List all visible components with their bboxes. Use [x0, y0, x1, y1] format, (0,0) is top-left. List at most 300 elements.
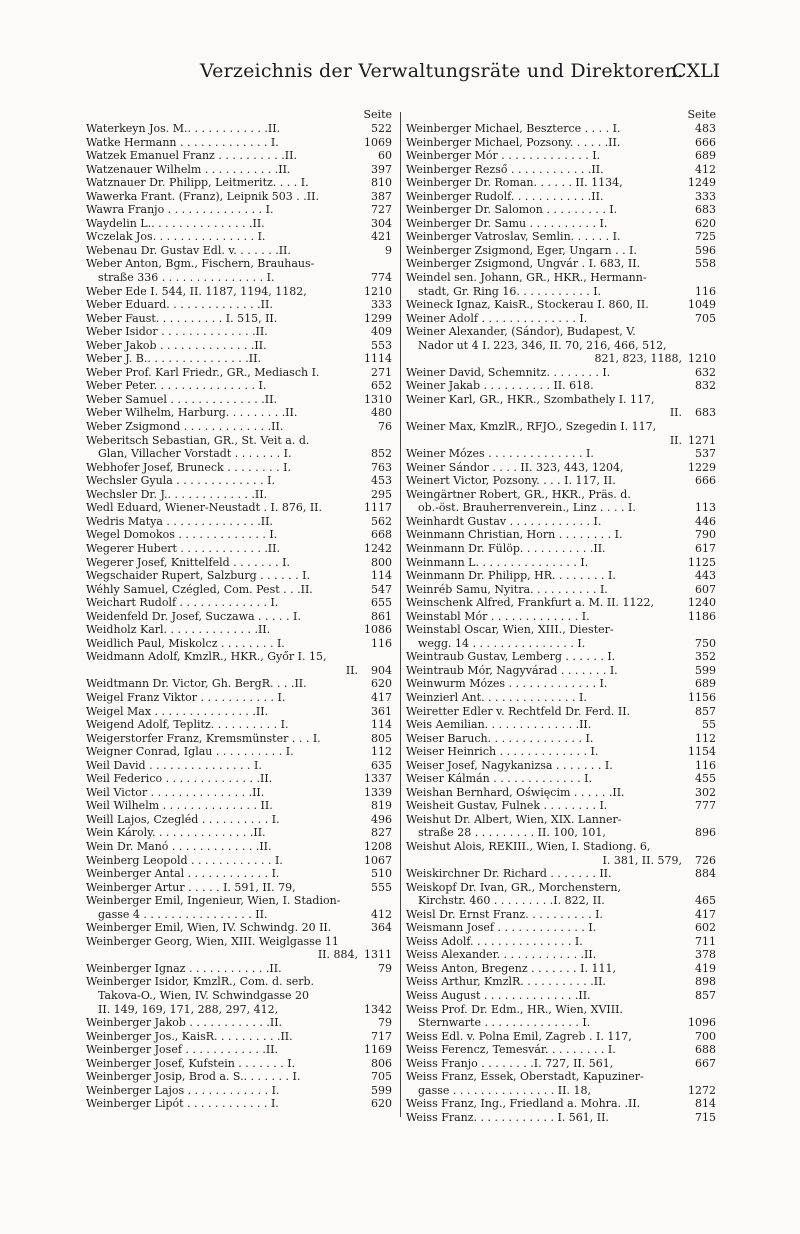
index-entry	[86, 379, 392, 393]
index-entry	[86, 366, 392, 380]
entry-page-number: 295	[371, 487, 392, 501]
index-entry	[406, 176, 716, 190]
entry-text	[86, 569, 358, 583]
entry-text	[86, 1016, 358, 1030]
entry-line: Weis Aemilian. . . . . . . . . . . . . .II.	[406, 718, 592, 732]
index-entry	[406, 420, 716, 447]
entry-text	[86, 759, 358, 773]
entry-text	[406, 718, 682, 732]
index-entry	[406, 515, 716, 529]
entry-page-number: 443	[695, 569, 716, 583]
entry-text	[406, 881, 682, 908]
entry-line: Weiss Anton, Bregenz . . . . . . . I. 111,	[406, 961, 616, 975]
entry-line: Weinert Victor, Pozsony. . . . I. 117, II.	[406, 474, 616, 488]
seite-label-right: Seite	[687, 108, 716, 121]
index-entry	[406, 325, 716, 366]
entry-text	[406, 732, 682, 746]
entry-page-number: 1208	[364, 839, 392, 853]
entry-line: Weinberger Josip, Brod a. S.. . . . . . . I.	[86, 1070, 301, 1084]
index-entry	[86, 894, 392, 921]
entry-page-number: 727	[371, 203, 392, 217]
entry-text	[406, 515, 682, 529]
entry-text	[86, 488, 358, 502]
entry-text	[86, 935, 358, 962]
entry-page-number: 774	[371, 271, 392, 285]
entry-text	[406, 271, 682, 298]
page-title: Verzeichnis der Verwaltungsräte und Direktoren.	[200, 60, 684, 82]
entry-text	[86, 1070, 358, 1084]
index-entry	[86, 772, 392, 786]
entry-page-number: 896	[695, 826, 716, 840]
entry-page-number: 1096	[688, 1016, 716, 1030]
entry-line: Weiser Baruch. . . . . . . . . . . . . . I.	[406, 731, 594, 745]
index-column-right	[406, 122, 716, 1124]
entry-text	[406, 230, 682, 244]
entry-text	[406, 312, 682, 326]
entry-line: Weber J. B.. . . . . . . . . . . . . . .II.	[86, 352, 261, 366]
entry-page-number: 79	[378, 1016, 392, 1030]
entry-text	[406, 786, 682, 800]
entry-text	[406, 908, 682, 922]
entry-text	[86, 732, 358, 746]
entry-page-number: 1169	[364, 1043, 392, 1057]
entry-text	[86, 122, 358, 136]
index-entry	[86, 921, 392, 935]
entry-page-number: 602	[695, 921, 716, 935]
entry-line: Waydelin L.. . . . . . . . . . . . . . .II.	[86, 216, 265, 230]
entry-line: Weidmann Adolf, KmzlR., HKR., Győr I. 15,	[86, 650, 327, 664]
entry-page-number: 9	[385, 243, 392, 257]
entry-page-number: 421	[371, 230, 392, 244]
index-entry	[86, 556, 392, 570]
index-entry	[406, 257, 716, 271]
index-entry	[86, 1030, 392, 1044]
entry-line: Weinmann Dr. Fülöp. . . . . . . . . . .II.	[406, 541, 606, 555]
entry-line: Weber Anton, Bgm., Fischern, Brauhaus-	[86, 257, 315, 271]
entry-text	[86, 772, 358, 786]
entry-line: 821, 823, 1188,	[594, 352, 682, 366]
entry-line: Weinberger Michael, Beszterce . . . . I.	[406, 122, 621, 135]
entry-line: Weinberger Georg, Wien, XIII. Weiglgasse 11	[86, 934, 339, 948]
entry-line: Weiner Mózes . . . . . . . . . . . . . . I.	[406, 447, 594, 461]
entry-text	[86, 962, 358, 976]
entry-line: Weinberger Zsigmond, Eger, Ungarn . . I.	[406, 243, 637, 257]
entry-text	[406, 596, 682, 610]
entry-text	[86, 474, 358, 488]
entry-page-number: 857	[695, 704, 716, 718]
entry-line: Weil Federico . . . . . . . . . . . . . .II.	[86, 772, 273, 786]
entry-text	[86, 406, 358, 420]
index-entry	[406, 393, 716, 420]
entry-text	[406, 325, 682, 366]
index-entry	[406, 556, 716, 570]
index-entry	[86, 244, 392, 258]
entry-page-number: 596	[695, 243, 716, 257]
index-entry	[406, 298, 716, 312]
entry-line: Weigner Conrad, Iglau . . . . . . . . . . I.	[86, 745, 294, 759]
entry-page-number: 689	[695, 149, 716, 163]
entry-text	[406, 935, 682, 949]
index-entry	[86, 881, 392, 895]
entry-line: Weinberger Lipót . . . . . . . . . . . . I.	[86, 1097, 279, 1111]
entry-line: Weishut Alois, REKIII., Wien, I. Stadiong. 6,	[406, 839, 651, 853]
index-entry	[86, 677, 392, 691]
index-column-left	[86, 122, 392, 1111]
entry-text	[86, 244, 358, 258]
entry-text	[406, 488, 682, 515]
entry-text	[86, 312, 358, 326]
entry-page-number: 333	[695, 189, 716, 203]
index-entry	[406, 677, 716, 691]
index-entry	[86, 122, 392, 136]
entry-line: Weiner Alexander, (Sándor), Budapest, V.	[406, 325, 636, 339]
entry-line: straße 28 . . . . . . . . . II. 100, 101,	[418, 826, 606, 840]
entry-page-number: 1117	[364, 501, 392, 515]
entry-page-number: 1049	[688, 298, 716, 312]
entry-page-number: 510	[371, 867, 392, 881]
index-entry	[86, 257, 392, 284]
entry-text	[406, 962, 682, 976]
entry-line: Weiss Ferencz, Temesvár. . . . . . . . . I.	[406, 1043, 616, 1057]
entry-text	[406, 583, 682, 597]
index-entry	[86, 637, 392, 651]
entry-page-number: 378	[695, 948, 716, 962]
entry-text	[86, 745, 358, 759]
index-entry	[86, 786, 392, 800]
entry-line: Weingärtner Robert, GR., HKR., Präs. d.	[406, 487, 631, 501]
index-entry	[406, 867, 716, 881]
index-entry	[406, 745, 716, 759]
index-entry	[406, 244, 716, 258]
entry-page-number: 700	[695, 1029, 716, 1043]
entry-line: Weber Peter. . . . . . . . . . . . . . . I.	[86, 379, 267, 393]
entry-text	[406, 136, 682, 150]
entry-line: Weiss Franz, Ing., Friedland a. Mohra. .II.	[406, 1097, 641, 1111]
entry-text	[86, 190, 358, 204]
entry-page-number: 620	[371, 677, 392, 691]
entry-page-number: 777	[695, 799, 716, 813]
index-entry	[86, 352, 392, 366]
index-entry	[86, 813, 392, 827]
entry-text	[86, 217, 358, 231]
entry-text	[406, 610, 682, 624]
entry-text	[86, 826, 358, 840]
entry-line: Weinberger Mór . . . . . . . . . . . . . I.	[406, 149, 601, 163]
entry-line: Weigend Adolf, Teplitz. . . . . . . . . . I.	[86, 718, 289, 732]
index-entry	[86, 569, 392, 583]
entry-line: Weiskirchner Dr. Richard . . . . . . . II.	[406, 867, 612, 881]
entry-page-number: 805	[371, 731, 392, 745]
entry-line: Weiser Josef, Nagykanizsa . . . . . . . I.	[406, 758, 613, 772]
seite-label-left: Seite	[363, 108, 392, 121]
entry-page-number: 814	[695, 1097, 716, 1111]
index-entry	[406, 813, 716, 840]
entry-text	[406, 921, 682, 935]
entry-page-number: 715	[695, 1110, 716, 1124]
entry-line: Webenau Dr. Gustav Edl. v. . . . . . .II.	[86, 243, 291, 257]
entry-line: Weber Faust. . . . . . . . . . I. 515, II.	[86, 311, 278, 325]
entry-text	[406, 650, 682, 664]
entry-page-number: 446	[695, 514, 716, 528]
entry-page-number: 620	[371, 1097, 392, 1111]
entry-page-number: 562	[371, 514, 392, 528]
index-entry	[406, 989, 716, 1003]
entry-text	[406, 745, 682, 759]
entry-line: Watzek Emanuel Franz . . . . . . . . . .II.	[86, 149, 297, 163]
index-entry	[406, 596, 716, 610]
entry-text	[406, 840, 682, 867]
entry-line: wegg. 14 . . . . . . . . . . . . . . . I.	[418, 636, 586, 650]
entry-text	[86, 285, 358, 299]
entry-line: II. 149, 169, 171, 288, 297, 412,	[98, 1002, 279, 1016]
entry-text	[86, 1084, 358, 1098]
entry-page-number: 857	[695, 989, 716, 1002]
entry-page-number: 1240	[688, 596, 716, 610]
index-entry	[86, 962, 392, 976]
entry-page-number: 417	[371, 690, 392, 704]
entry-line: Webhofer Josef, Bruneck . . . . . . . . I.	[86, 460, 291, 474]
index-entry	[86, 854, 392, 868]
entry-page-number: 705	[695, 311, 716, 325]
entry-page-number: 453	[371, 474, 392, 488]
entry-line: Weiner Adolf . . . . . . . . . . . . . . I.	[406, 311, 588, 325]
entry-line: Weinstabl Oscar, Wien, XIII., Diester-	[406, 623, 614, 637]
entry-page-number: 412	[371, 907, 392, 921]
entry-text	[86, 718, 358, 732]
index-entry	[406, 610, 716, 624]
index-entry	[406, 786, 716, 800]
entry-page-number: 558	[695, 257, 716, 271]
entry-text	[406, 474, 682, 488]
entry-line: gasse 4 . . . . . . . . . . . . . . . . II.	[98, 907, 268, 921]
entry-text	[86, 434, 358, 461]
entry-line: Weinmann L. . . . . . . . . . . . . . . I.	[406, 555, 589, 569]
entry-line: Weinberger Ignaz . . . . . . . . . . . .II.	[86, 961, 282, 975]
index-entry	[86, 190, 392, 204]
entry-text	[406, 772, 682, 786]
index-entry	[86, 420, 392, 434]
entry-text	[86, 975, 358, 1016]
entry-text	[86, 1097, 358, 1111]
index-entry	[406, 664, 716, 678]
index-entry	[86, 840, 392, 854]
index-entry	[406, 948, 716, 962]
entry-line: Wawra Franjo . . . . . . . . . . . . . . I.	[86, 203, 274, 217]
entry-line: Sternwarte . . . . . . . . . . . . . . I.	[418, 1016, 591, 1030]
entry-text	[86, 881, 358, 895]
entry-line: Weidenfeld Dr. Josef, Suczawa . . . . . I.	[86, 609, 301, 623]
entry-text	[406, 190, 682, 204]
index-entry	[86, 163, 392, 177]
entry-page-number: 705	[371, 1070, 392, 1084]
index-entry	[406, 623, 716, 650]
entry-text	[86, 677, 358, 691]
index-entry	[86, 1016, 392, 1030]
index-entry	[406, 718, 716, 732]
entry-page-number: 667	[695, 1056, 716, 1070]
entry-page-number: 1337	[364, 772, 392, 786]
entry-text	[86, 1043, 358, 1057]
entry-line: Weinberger Zsigmond, Ungvár . I. 683, II.	[406, 257, 641, 271]
entry-text	[406, 556, 682, 570]
entry-page-number: 599	[695, 663, 716, 677]
index-entry	[406, 1043, 716, 1057]
entry-page-number: 387	[371, 189, 392, 203]
entry-line: Glan, Villacher Vorstadt . . . . . . . I.	[98, 447, 292, 461]
entry-text	[86, 583, 358, 597]
index-entry	[406, 772, 716, 786]
entry-page-number: 635	[371, 758, 392, 772]
entry-page-number: 1229	[688, 460, 716, 474]
index-entry	[86, 1084, 392, 1098]
entry-line: Weinhardt Gustav . . . . . . . . . . . . I.	[406, 514, 602, 528]
entry-page-number: 304	[371, 216, 392, 230]
entry-page-number: 1125	[688, 555, 716, 569]
entry-line: Weiss Franz, Essek, Oberstadt, Kapuziner-	[406, 1070, 644, 1084]
index-entry	[406, 461, 716, 475]
index-entry	[406, 217, 716, 231]
entry-text	[86, 393, 358, 407]
index-entry	[86, 528, 392, 542]
entry-line: Weber Isidor . . . . . . . . . . . . . .II.	[86, 325, 268, 339]
entry-line: Weinzierl Ant. . . . . . . . . . . . . . I.	[406, 690, 587, 704]
entry-text	[86, 556, 358, 570]
entry-line: Weber Jakob . . . . . . . . . . . . . .II.	[86, 338, 267, 352]
entry-text	[406, 379, 682, 393]
entry-text	[406, 176, 682, 190]
entry-text	[86, 203, 358, 217]
entry-page-number: 688	[695, 1043, 716, 1057]
entry-line: Weishan Bernhard, Oświęcim . . . . . .II.	[406, 785, 625, 799]
entry-page-number: 827	[371, 826, 392, 840]
entry-text	[406, 691, 682, 705]
index-entry	[406, 1097, 716, 1111]
entry-page-number: 904	[371, 663, 392, 677]
index-entry	[86, 325, 392, 339]
entry-line: Weiss Franz. . . . . . . . . . . . I. 561, II.	[406, 1110, 609, 1124]
entry-text	[86, 136, 358, 150]
entry-text	[86, 542, 358, 556]
index-entry	[86, 217, 392, 231]
index-entry	[406, 921, 716, 935]
index-entry	[86, 745, 392, 759]
index-entry	[406, 488, 716, 515]
entry-page-number: 555	[371, 880, 392, 894]
index-entry	[86, 705, 392, 719]
index-entry	[406, 1111, 716, 1125]
entry-page-number: 480	[371, 406, 392, 420]
entry-line: Weberitsch Sebastian, GR., St. Veit a. d.	[86, 433, 310, 447]
entry-text	[406, 664, 682, 678]
entry-line: Weintraub Gustav, Lemberg . . . . . . I.	[406, 650, 616, 664]
index-entry	[406, 908, 716, 922]
entry-line: Watke Hermann . . . . . . . . . . . . . I.	[86, 135, 279, 149]
entry-page-number: 547	[371, 582, 392, 596]
page-number: CXLI	[672, 60, 721, 82]
entry-line: Wawerka Frant. (Franz), Leipnik 503 . .II.	[86, 189, 319, 203]
entry-page-number: 116	[695, 758, 716, 772]
index-entry	[86, 542, 392, 556]
entry-text	[86, 528, 358, 542]
entry-line: Weigel Franz Viktor . . . . . . . . . . . I.	[86, 690, 286, 704]
entry-text	[406, 989, 682, 1003]
entry-line: Wéhly Samuel, Czégled, Com. Pest . . .II.	[86, 582, 313, 596]
entry-line: Weinréb Samu, Nyitra. . . . . . . . . . I.	[406, 582, 608, 596]
entry-line: Weiss Prof. Dr. Edm., HR., Wien, XVIII.	[406, 1002, 623, 1016]
index-entry	[406, 312, 716, 326]
entry-text	[406, 149, 682, 163]
entry-text	[86, 163, 358, 177]
entry-page-number: 599	[371, 1083, 392, 1097]
entry-line: Wegerer Josef, Knittelfeld . . . . . . . I.	[86, 555, 290, 569]
entry-line: Weisheit Gustav, Fulnek . . . . . . . . I.	[406, 799, 608, 813]
entry-text	[406, 813, 682, 840]
entry-line: Weiner David, Schemnitz. . . . . . . . I.	[406, 365, 611, 379]
entry-line: Weigel Max . . . . . . . . . . . . . . .II.	[86, 704, 269, 718]
entry-text	[406, 528, 682, 542]
entry-page-number: 419	[695, 961, 716, 975]
entry-text	[406, 569, 682, 583]
entry-line: Weiss Arthur, KmzlR. . . . . . . . . . .II.	[406, 975, 606, 989]
index-entry	[406, 840, 716, 867]
entry-text	[406, 677, 682, 691]
index-entry	[86, 1057, 392, 1071]
entry-page-number: 819	[371, 799, 392, 813]
entry-page-number: 1069	[364, 135, 392, 149]
entry-page-number: 620	[695, 216, 716, 230]
index-entry	[406, 542, 716, 556]
entry-line: Weiser Heinrich . . . . . . . . . . . . . I.	[406, 745, 599, 759]
entry-line: Weil Victor . . . . . . . . . . . . . . .II.	[86, 785, 265, 799]
index-entry	[406, 474, 716, 488]
entry-page-number: 1210	[364, 284, 392, 298]
entry-line: Weiner Jakab . . . . . . . . . . II. 618.	[406, 379, 594, 393]
index-entry	[406, 691, 716, 705]
entry-line: Weinwurm Mózes . . . . . . . . . . . . . I.	[406, 677, 608, 691]
entry-line: Weiner Max, KmzlR., RFJO., Szegedin I. 117,	[406, 420, 657, 434]
entry-line: II.	[669, 433, 682, 447]
index-entry	[406, 271, 716, 298]
entry-page-number: 1086	[364, 623, 392, 637]
entry-text	[406, 393, 682, 420]
entry-text	[406, 705, 682, 719]
entry-page-number: 302	[695, 785, 716, 799]
entry-text	[86, 176, 358, 190]
entry-text	[86, 1057, 358, 1071]
entry-page-number: 832	[695, 379, 716, 393]
index-entry	[406, 759, 716, 773]
entry-line: Weiss August . . . . . . . . . . . . . .II.	[406, 989, 591, 1002]
entry-text	[86, 705, 358, 719]
entry-line: Weinberger Jakob . . . . . . . . . . . .II.	[86, 1016, 283, 1030]
index-entry	[406, 705, 716, 719]
index-entry	[86, 718, 392, 732]
entry-line: Weiss Franjo . . . . . . . .I. 727, II. 561,	[406, 1056, 614, 1070]
index-entry	[406, 935, 716, 949]
index-entry	[86, 583, 392, 597]
entry-page-number: 496	[371, 812, 392, 826]
entry-line: Wedris Matya . . . . . . . . . . . . . .II.	[86, 514, 273, 528]
entry-line: stadt, Gr. Ring 16. . . . . . . . . . . I.	[418, 284, 602, 298]
entry-text	[86, 501, 358, 515]
index-entry	[86, 285, 392, 299]
entry-text	[86, 637, 358, 651]
entry-text	[86, 257, 358, 284]
index-entry	[86, 203, 392, 217]
entry-page-number: 726	[695, 853, 716, 867]
entry-line: Wegerer Hubert . . . . . . . . . . . . .II.	[86, 541, 280, 555]
index-entry	[86, 339, 392, 353]
